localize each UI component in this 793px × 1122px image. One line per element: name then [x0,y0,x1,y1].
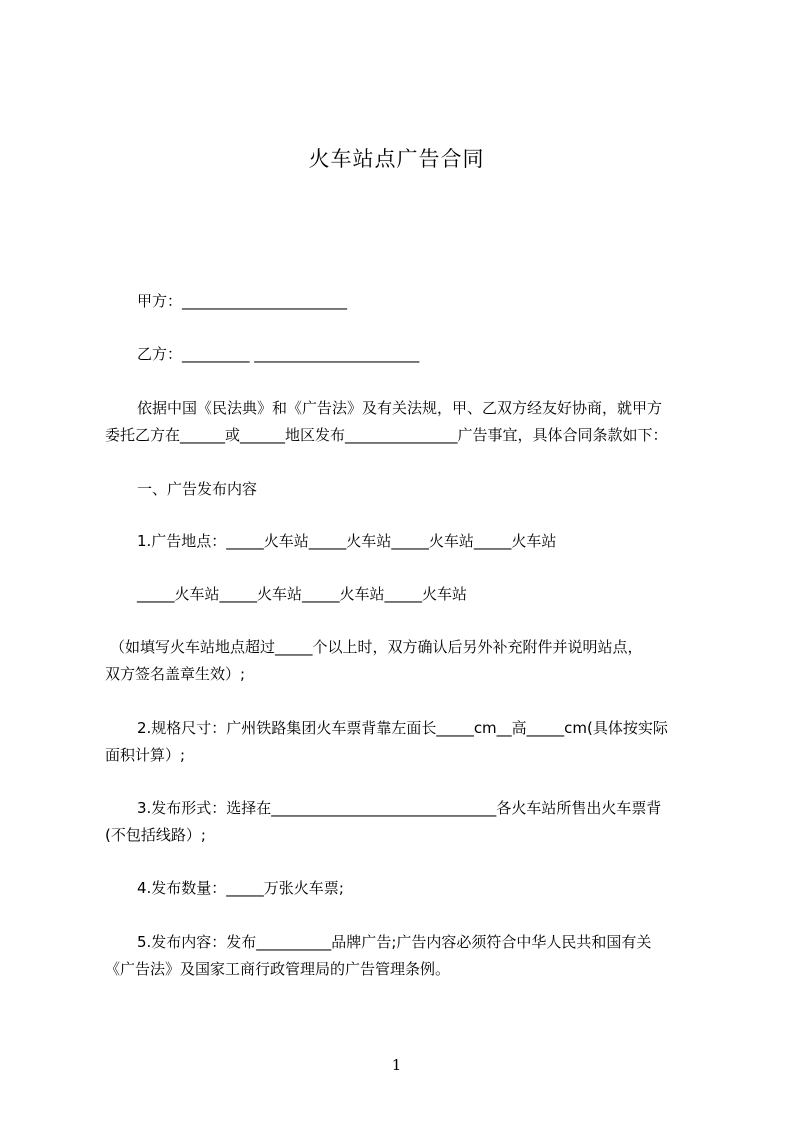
intro-paragraph-line-2: 委托乙方在______或______地区发布_______________广告事宜，具体合同条款如下： [105,426,668,444]
item-3-line-1: 3.发布形式：选择在______________________________各火车站所售出火车票背 [137,799,662,817]
note-line-1: （如填写火车站地点超过_____个以上时，双方确认后另外补充附件并说明站点， [110,638,643,656]
item-5-line-1: 5.发布内容：发布__________品牌广告;广告内容必须符合中华人民共和国有关 [137,933,652,951]
section-1-heading: 一、广告发布内容 [137,480,258,498]
note-line-2: 双方签名盖章生效）; [105,665,246,683]
item-5-line-2: 《广告法》及国家工商行政管理局的广告管理条例。 [105,960,451,978]
document-title: 火车站点广告合同 [308,147,485,171]
item-2-line-2: 面积计算）; [105,746,186,764]
item-3-line-2: (不包括线路）; [105,826,206,844]
item-1-line-2: _____火车站_____火车站_____火车站_____火车站 [137,585,468,603]
intro-paragraph-line-1: 依据中国《民法典》和《广告法》及有关法规，甲、乙双方经友好协商，就甲方 [137,399,663,417]
item-4-line-1: 4.发布数量：_____万张火车票; [137,879,344,897]
page-number: 1 [391,1056,402,1074]
item-1-line-1: 1.广告地点：_____火车站_____火车站_____火车站_____火车站 [137,532,557,550]
party-b-line: 乙方：_________ ______________________ [137,345,420,363]
item-2-line-1: 2.规格尺寸：广州铁路集团火车票背靠左面长_____cm__高_____cm(具体按实际 [137,719,668,737]
party-a-line: 甲方：______________________ [137,292,348,310]
